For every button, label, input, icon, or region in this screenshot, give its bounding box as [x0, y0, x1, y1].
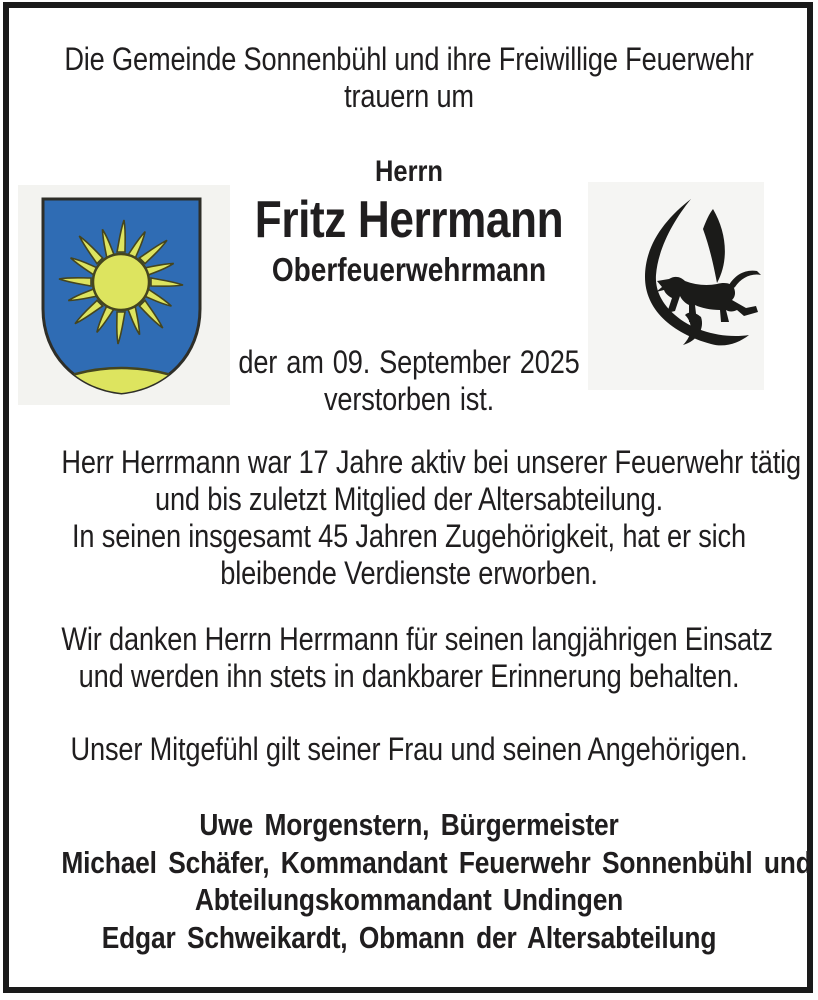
death-line-2: verstorben ist. [323, 381, 494, 417]
deceased-rank: Oberfeuerwehrmann [271, 251, 547, 288]
salutation: Herrn [374, 155, 444, 188]
service-line-2: und bis zuletzt Mitglied der Altersabteilung. [155, 481, 663, 517]
notice-text-column [61, 0, 812, 1000]
intro-line-1: Die Gemeinde Sonnenbühl und ihre Freiwillige Feuerwehr [64, 41, 754, 77]
gratitude-line-2: und werden ihn stets in dankbarer Erinnerung behalten. [78, 658, 740, 694]
service-paragraph [61, 444, 801, 592]
intro-statement [61, 41, 756, 115]
signatories [61, 806, 812, 956]
signatory-line-1: Uwe Morgenstern, Bürgermeister [199, 807, 619, 842]
service-line-4: bleibende Verdienste erworben. [220, 555, 598, 591]
death-statement [61, 344, 756, 418]
gratitude-line-1: Wir danken Herrn Herrmann für seinen langjährigen Einsatz [61, 621, 773, 657]
service-line-1: Herr Herrmann war 17 Jahre aktiv bei unserer Feuerwehr tätig [61, 444, 801, 480]
death-line-1: der am 09. September 2025 [238, 344, 580, 380]
gratitude-paragraph [61, 621, 773, 695]
condolence-paragraph: Unser Mitgefühl gilt seiner Frau und seinen Angehörigen. [70, 731, 748, 767]
intro-line-2: trauern um [344, 78, 474, 114]
signatory-line-3: Abteilungskommandant Undingen [194, 882, 624, 917]
signatory-line-4: Edgar Schweikardt, Obmann der Altersabteilung [101, 919, 717, 955]
signatory-line-2: Michael Schäfer, Kommandant Feuerwehr Sonnenbühl und [61, 844, 812, 880]
deceased-name: Fritz Herrmann [254, 191, 564, 249]
service-line-3: In seinen insgesamt 45 Jahren Zugehörigkeit, hat er sich [72, 518, 746, 554]
